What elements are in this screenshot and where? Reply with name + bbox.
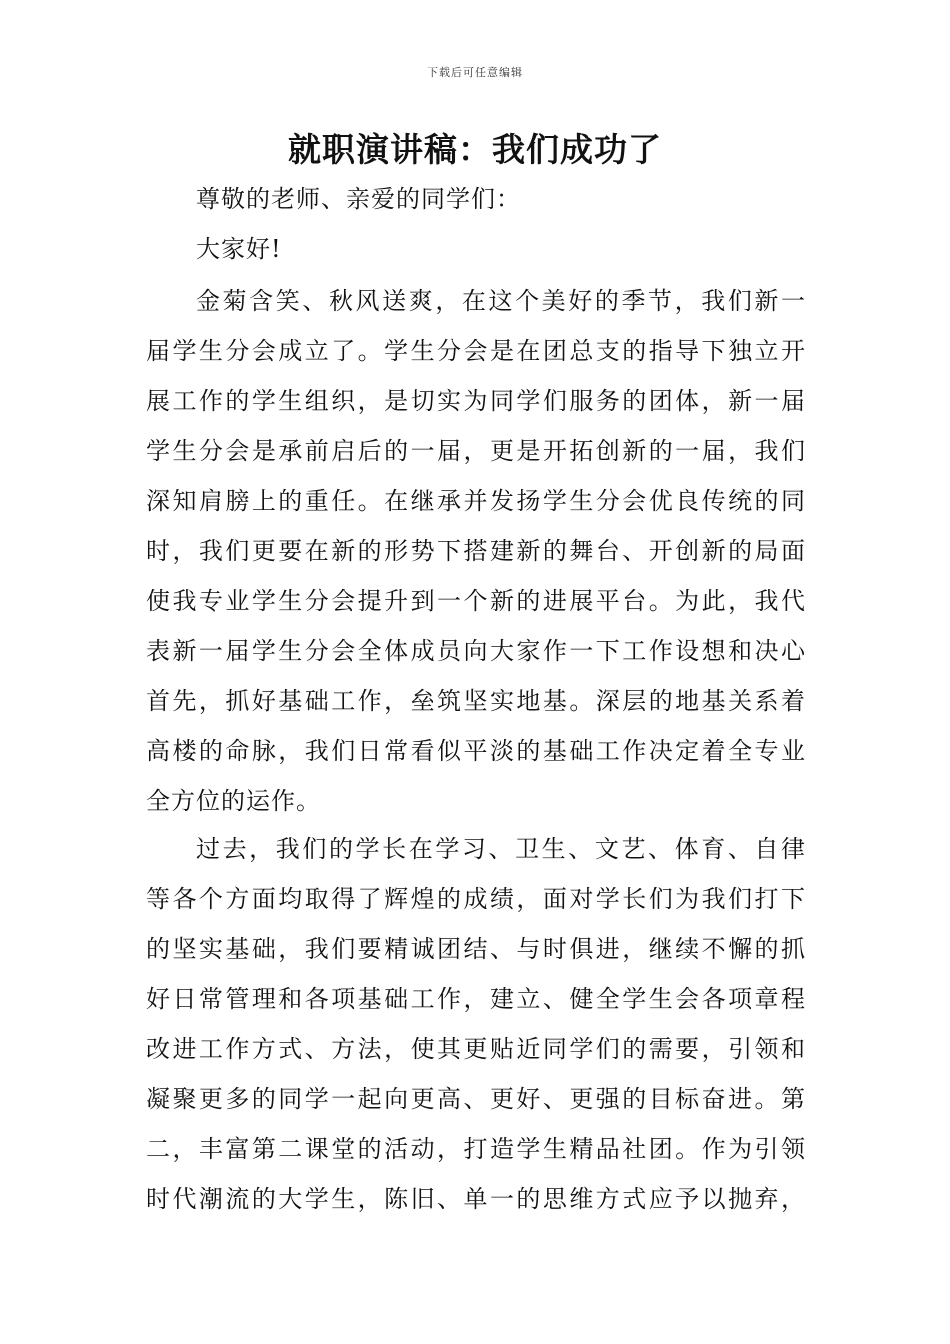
paragraph-line: 时代潮流的大学生，陈旧、单一的思维方式应予以抛弃， xyxy=(146,1185,806,1213)
greeting: 大家好! xyxy=(196,235,282,263)
paragraph-line: 等各个方面均取得了辉煌的成绩，面对学长们为我们打下 xyxy=(146,885,806,913)
paragraph-line: 二，丰富第二课堂的活动，打造学生精品社团。作为引领 xyxy=(146,1135,806,1163)
paragraph-line: 表新一届学生分会全体成员向大家作一下工作设想和决心 xyxy=(146,637,806,665)
paragraph-line: 凝聚更多的同学一起向更高、更好、更强的目标奋进。第 xyxy=(146,1085,806,1113)
paragraph-line: 时，我们更要在新的形势下搭建新的舞台、开创新的局面 xyxy=(146,537,806,565)
paragraph-1 xyxy=(146,276,806,826)
paragraph-line: 展工作的学生组织，是切实为同学们服务的团体，新一届 xyxy=(146,387,806,415)
paragraph-line: 过去，我们的学长在学习、卫生、文艺、体育、自律 xyxy=(196,835,806,863)
paragraph-line: 的坚实基础，我们要精诚团结、与时俱进，继续不懈的抓 xyxy=(146,935,806,963)
paragraph-line: 使我专业学生分会提升到一个新的进展平台。为此，我代 xyxy=(146,587,806,615)
paragraph-line: 好日常管理和各项基础工作，建立、健全学生会各项章程 xyxy=(146,985,806,1013)
salutation: 尊敬的老师、亲爱的同学们： xyxy=(196,185,521,213)
paragraph-line: 改进工作方式、方法，使其更贴近同学们的需要，引领和 xyxy=(146,1035,806,1063)
paragraph-line: 金菊含笑、秋风送爽，在这个美好的季节，我们新一 xyxy=(196,287,806,315)
paragraph-2 xyxy=(146,824,806,1224)
paragraph-line: 全方位的运作。 xyxy=(146,787,321,815)
document-title: 就职演讲稿：我们成功了 xyxy=(288,130,662,169)
paragraph-line: 学生分会是承前启后的一届，更是开拓创新的一届，我们 xyxy=(146,437,806,465)
paragraph-line: 首先，抓好基础工作，垒筑坚实地基。深层的地基关系着 xyxy=(146,687,806,715)
paragraph-line: 深知肩膀上的重任。在继承并发扬学生分会优良传统的同 xyxy=(146,487,806,515)
paragraph-line: 届学生分会成立了。学生分会是在团总支的指导下独立开 xyxy=(146,337,806,365)
paragraph-line: 高楼的命脉，我们日常看似平淡的基础工作决定着全专业 xyxy=(146,737,806,765)
header-note: 下载后可任意编辑 xyxy=(427,66,523,79)
